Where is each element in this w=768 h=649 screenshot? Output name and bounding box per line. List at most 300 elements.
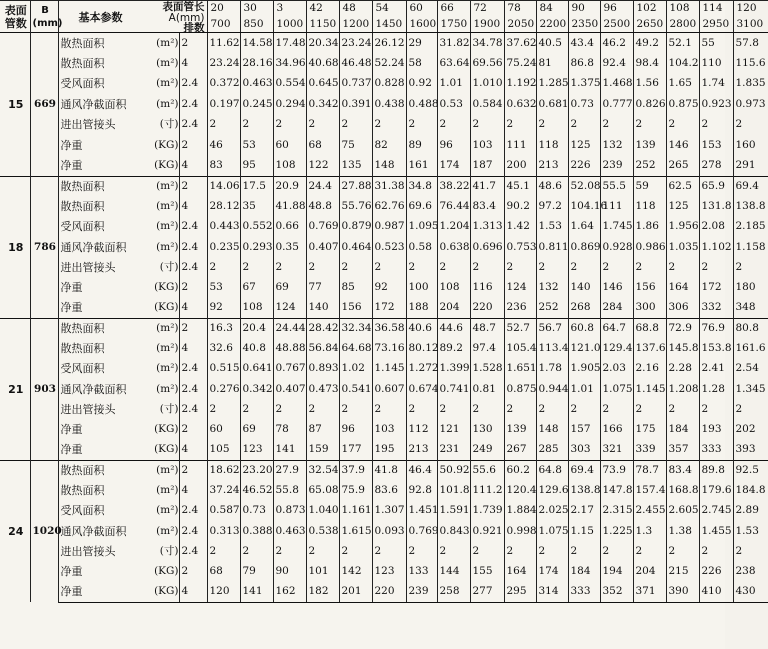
- value-cell: 64.68: [339, 338, 372, 358]
- value-cell: 34.78: [470, 33, 504, 54]
- table-row: [0, 298, 768, 318]
- header-a-value-14: 108: [666, 1, 699, 17]
- value-cell: 166: [600, 420, 633, 440]
- row-count: 2: [179, 318, 207, 338]
- value-cell: 1.399: [437, 359, 470, 379]
- value-cell: 140: [306, 298, 339, 318]
- value-cell: 2.08: [699, 217, 733, 237]
- value-cell: 72.9: [666, 318, 699, 338]
- value-cell: 0.641: [240, 359, 273, 379]
- value-cell: 0.681: [536, 94, 568, 115]
- value-cell: 2.315: [600, 501, 633, 521]
- value-cell: 0.245: [240, 94, 273, 115]
- value-cell: 2: [273, 399, 306, 419]
- value-cell: 64.7: [600, 318, 633, 338]
- param-unit: (寸): [159, 402, 179, 415]
- value-cell: 2: [568, 541, 600, 561]
- value-cell: 393: [733, 440, 768, 460]
- param-unit: (m²): [156, 199, 179, 212]
- value-cell: 339: [633, 440, 666, 460]
- value-cell: 2: [666, 257, 699, 277]
- value-cell: 162: [273, 582, 306, 602]
- value-cell: 284: [600, 298, 633, 318]
- param-unit: (m²): [156, 240, 179, 253]
- param-unit: (寸): [159, 118, 179, 131]
- value-cell: 1.01: [437, 74, 470, 95]
- value-cell: 182: [306, 582, 339, 602]
- value-cell: 86.8: [568, 53, 600, 74]
- value-cell: 0.093: [372, 521, 406, 541]
- param-name: 受风面积: [60, 77, 105, 91]
- value-cell: 23.20: [240, 460, 273, 480]
- value-cell: 0.407: [306, 237, 339, 257]
- value-cell: 34.96: [273, 53, 306, 74]
- header-a-value-10: 84: [536, 1, 568, 17]
- value-cell: 103: [372, 420, 406, 440]
- value-cell: 2: [207, 399, 240, 419]
- value-cell: 57.8: [733, 33, 768, 54]
- value-cell: 44.6: [437, 318, 470, 338]
- value-cell: 145.8: [666, 338, 699, 358]
- value-cell: 147.8: [600, 480, 633, 500]
- value-cell: 168.8: [666, 480, 699, 500]
- table-row: [0, 480, 768, 500]
- table-row: [0, 562, 768, 582]
- value-cell: 28.16: [240, 53, 273, 74]
- value-cell: 267: [504, 440, 536, 460]
- value-cell: 1.272: [406, 359, 437, 379]
- value-cell: 1.145: [633, 379, 666, 399]
- value-cell: 0.811: [536, 237, 568, 257]
- value-cell: 0.928: [600, 237, 633, 257]
- value-cell: 1.615: [339, 521, 372, 541]
- value-cell: 2: [372, 541, 406, 561]
- table-row: [0, 94, 768, 115]
- value-cell: 2: [306, 399, 339, 419]
- value-cell: 118: [536, 135, 568, 156]
- value-cell: 1.956: [666, 217, 699, 237]
- table-row: [0, 33, 768, 54]
- header-a-value-6: 60: [406, 1, 437, 17]
- value-cell: 59: [633, 176, 666, 196]
- table-row: [0, 156, 768, 177]
- group-b-width: 786: [30, 176, 58, 318]
- value-cell: 357: [666, 440, 699, 460]
- value-cell: 0.998: [504, 521, 536, 541]
- header-a-value-1: 30: [240, 1, 273, 17]
- value-cell: 83.4: [470, 196, 504, 216]
- value-cell: 1.095: [406, 217, 437, 237]
- param-unit: (m²): [156, 362, 179, 375]
- value-cell: 1.204: [437, 217, 470, 237]
- value-cell: 0.587: [207, 501, 240, 521]
- value-cell: 410: [699, 582, 733, 602]
- value-cell: 16.3: [207, 318, 240, 338]
- value-cell: 118: [633, 196, 666, 216]
- value-cell: 123: [372, 562, 406, 582]
- param-name: 净重: [60, 159, 83, 172]
- value-cell: 2: [339, 399, 372, 419]
- value-cell: 2: [733, 257, 768, 277]
- value-cell: 0.58: [406, 237, 437, 257]
- value-cell: 89.8: [699, 460, 733, 480]
- value-cell: 333: [699, 440, 733, 460]
- header-mm-value-10: 2200: [536, 16, 568, 33]
- value-cell: 1.28: [699, 379, 733, 399]
- value-cell: 1.035: [666, 237, 699, 257]
- param-name: 净重: [60, 423, 83, 437]
- value-cell: 63.64: [437, 53, 470, 74]
- value-cell: 82: [372, 135, 406, 156]
- value-cell: 52.08: [568, 176, 600, 196]
- value-cell: 1.38: [666, 521, 699, 541]
- row-count: 2: [179, 33, 207, 54]
- value-cell: 2: [666, 399, 699, 419]
- header-a-value-7: 66: [437, 1, 470, 17]
- value-cell: 139: [633, 135, 666, 156]
- value-cell: 2: [733, 115, 768, 136]
- value-cell: 2: [372, 257, 406, 277]
- row-count: 2.4: [179, 379, 207, 399]
- value-cell: 1.739: [470, 501, 504, 521]
- value-cell: 137.6: [633, 338, 666, 358]
- param-unit: (KG): [154, 443, 179, 456]
- value-cell: 0.696: [470, 237, 504, 257]
- table-row: [0, 74, 768, 95]
- value-cell: 2: [339, 257, 372, 277]
- value-cell: 0.313: [207, 521, 240, 541]
- value-cell: 2.455: [633, 501, 666, 521]
- value-cell: 0.463: [273, 521, 306, 541]
- value-cell: 83.4: [666, 460, 699, 480]
- table-row: [0, 541, 768, 561]
- value-cell: 112: [406, 420, 437, 440]
- value-cell: 0.235: [207, 237, 240, 257]
- value-cell: 300: [633, 298, 666, 318]
- table-row: [0, 53, 768, 74]
- value-cell: 110: [699, 53, 733, 74]
- value-cell: 55.8: [273, 480, 306, 500]
- param-unit: (m²): [150, 318, 179, 338]
- value-cell: 55.76: [339, 196, 372, 216]
- value-cell: 0.66: [273, 217, 306, 237]
- header-a-value-16: 120: [733, 1, 768, 17]
- value-cell: 23.24: [207, 53, 240, 74]
- row-count: 4: [179, 298, 207, 318]
- value-cell: 55: [699, 33, 733, 54]
- value-cell: 1.285: [536, 74, 568, 95]
- value-cell: 159: [306, 440, 339, 460]
- value-cell: 0.293: [240, 237, 273, 257]
- value-cell: 35: [240, 196, 273, 216]
- value-cell: 2: [306, 115, 339, 136]
- param-name: 散热面积: [60, 56, 105, 70]
- value-cell: 17.48: [273, 33, 306, 54]
- row-count: 2.4: [179, 217, 207, 237]
- value-cell: 144: [437, 562, 470, 582]
- b-header-line2: (mm): [32, 17, 63, 29]
- value-cell: 2: [699, 541, 733, 561]
- param-unit: (m²): [156, 220, 179, 233]
- value-cell: 1.307: [372, 501, 406, 521]
- value-cell: 46.48: [339, 53, 372, 74]
- header-a-value-15: 114: [699, 1, 733, 17]
- value-cell: 48.6: [536, 176, 568, 196]
- param-name: 通风净截面积: [60, 524, 127, 538]
- value-cell: 2: [437, 399, 470, 419]
- value-cell: 2: [504, 257, 536, 277]
- value-cell: 2: [504, 115, 536, 136]
- value-cell: 0.552: [240, 217, 273, 237]
- group-tubes: 21: [0, 318, 30, 460]
- value-cell: 52.7: [504, 318, 536, 338]
- param-name: 通风净截面积: [60, 97, 127, 111]
- value-cell: 2: [406, 541, 437, 561]
- value-cell: 69.56: [470, 53, 504, 74]
- value-cell: 129.6: [536, 480, 568, 500]
- param-unit: (m²): [150, 176, 179, 196]
- value-cell: 0.828: [372, 74, 406, 95]
- value-cell: 67: [240, 277, 273, 297]
- value-cell: 0.342: [306, 94, 339, 115]
- value-cell: 53: [240, 135, 273, 156]
- value-cell: 101.8: [437, 480, 470, 500]
- value-cell: 73.16: [372, 338, 406, 358]
- table-row: [0, 521, 768, 541]
- value-cell: 2: [240, 257, 273, 277]
- value-cell: 138.8: [568, 480, 600, 500]
- value-cell: 98.4: [633, 53, 666, 74]
- value-cell: 2: [568, 115, 600, 136]
- tube-rows-header: [0, 1, 30, 33]
- value-cell: 220: [470, 298, 504, 318]
- value-cell: 0.769: [406, 521, 437, 541]
- row-count: 2.4: [179, 399, 207, 419]
- value-cell: 1.651: [504, 359, 536, 379]
- row-count: 2: [179, 277, 207, 297]
- table-row: [0, 277, 768, 297]
- value-cell: 139: [504, 420, 536, 440]
- value-cell: 239: [406, 582, 437, 602]
- param-name: 受风面积: [60, 504, 105, 518]
- value-cell: 390: [666, 582, 699, 602]
- value-cell: 184: [666, 420, 699, 440]
- table-row: [0, 582, 768, 602]
- value-cell: 348: [733, 298, 768, 318]
- value-cell: 278: [699, 156, 733, 177]
- value-cell: 111: [504, 135, 536, 156]
- value-cell: 2: [207, 115, 240, 136]
- value-cell: 0.767: [273, 359, 306, 379]
- value-cell: 76.44: [437, 196, 470, 216]
- param-unit: (m²): [156, 77, 179, 90]
- value-cell: 2: [207, 257, 240, 277]
- value-cell: 108: [437, 277, 470, 297]
- header-mm-value-0: 700: [207, 16, 240, 33]
- header-mm-value-11: 2350: [568, 16, 600, 33]
- value-cell: 97.2: [536, 196, 568, 216]
- param-name: 通风净截面积: [60, 382, 127, 396]
- value-cell: 96: [437, 135, 470, 156]
- group-tubes: 18: [0, 176, 30, 318]
- value-cell: 141: [273, 440, 306, 460]
- value-cell: 174: [437, 156, 470, 177]
- value-cell: 2.54: [733, 359, 768, 379]
- value-cell: 105.4: [504, 338, 536, 358]
- value-cell: 2: [733, 399, 768, 419]
- value-cell: 65.9: [699, 176, 733, 196]
- value-cell: 161: [406, 156, 437, 177]
- value-cell: 226: [699, 562, 733, 582]
- value-cell: 135: [339, 156, 372, 177]
- value-cell: 2: [568, 399, 600, 419]
- value-cell: 0.81: [470, 379, 504, 399]
- value-cell: 55.6: [470, 460, 504, 480]
- value-cell: 1.53: [733, 521, 768, 541]
- value-cell: 113.4: [536, 338, 568, 358]
- value-cell: 65.08: [306, 480, 339, 500]
- value-cell: 2: [568, 257, 600, 277]
- value-cell: 0.488: [406, 94, 437, 115]
- value-cell: 58: [406, 53, 437, 74]
- value-cell: 174: [536, 562, 568, 582]
- row-count: 2.4: [179, 94, 207, 115]
- b-header: [30, 1, 63, 33]
- value-cell: 83.6: [372, 480, 406, 500]
- param-name: 进出管接头: [60, 544, 116, 558]
- value-cell: 1.225: [600, 521, 633, 541]
- value-cell: 0.875: [666, 94, 699, 115]
- value-cell: 125: [568, 135, 600, 156]
- value-cell: 2: [372, 399, 406, 419]
- param-unit: (寸): [159, 544, 179, 557]
- value-cell: 1.528: [470, 359, 504, 379]
- param-unit: (KG): [154, 565, 179, 578]
- row-count: 2.4: [179, 115, 207, 136]
- param-name: 散热面积: [58, 460, 150, 480]
- value-cell: 1.65: [666, 74, 699, 95]
- value-cell: 32.34: [339, 318, 372, 338]
- value-cell: 0.645: [306, 74, 339, 95]
- value-cell: 156: [339, 298, 372, 318]
- value-cell: 123: [240, 440, 273, 460]
- value-cell: 77: [306, 277, 339, 297]
- param-name: 净重: [60, 138, 83, 152]
- value-cell: 1.345: [733, 379, 768, 399]
- value-cell: 295: [504, 582, 536, 602]
- value-cell: 0.875: [504, 379, 536, 399]
- header-a-value-8: 72: [470, 1, 504, 17]
- value-cell: 60.2: [504, 460, 536, 480]
- value-cell: 75: [339, 135, 372, 156]
- value-cell: 69.6: [406, 196, 437, 216]
- value-cell: 2: [733, 541, 768, 561]
- value-cell: 0.987: [372, 217, 406, 237]
- value-cell: 37.62: [504, 33, 536, 54]
- value-cell: 48.88: [273, 338, 306, 358]
- group-tubes: 24: [0, 460, 30, 602]
- value-cell: 231: [437, 440, 470, 460]
- value-cell: 1.01: [568, 379, 600, 399]
- value-cell: 1.905: [568, 359, 600, 379]
- row-count: 2.4: [179, 237, 207, 257]
- value-cell: 2: [470, 541, 504, 561]
- value-cell: 69.4: [733, 176, 768, 196]
- value-cell: 53: [207, 277, 240, 297]
- value-cell: 31.82: [437, 33, 470, 54]
- value-cell: 1.075: [600, 379, 633, 399]
- value-cell: 0.294: [273, 94, 306, 115]
- value-cell: 78: [273, 420, 306, 440]
- value-cell: 83: [207, 156, 240, 177]
- row-count: 2: [179, 176, 207, 196]
- value-cell: 1.78: [536, 359, 568, 379]
- value-cell: 140: [568, 277, 600, 297]
- value-cell: 37.24: [207, 480, 240, 500]
- row-count: 4: [179, 196, 207, 216]
- value-cell: 130: [470, 420, 504, 440]
- value-cell: 188: [406, 298, 437, 318]
- value-cell: 121.0: [568, 338, 600, 358]
- value-cell: 131.8: [699, 196, 733, 216]
- value-cell: 2: [306, 257, 339, 277]
- value-cell: 2: [339, 541, 372, 561]
- row-count: 2.4: [179, 74, 207, 95]
- value-cell: 78.7: [633, 460, 666, 480]
- value-cell: 0.73: [568, 94, 600, 115]
- value-cell: 124: [504, 277, 536, 297]
- value-cell: 28.42: [306, 318, 339, 338]
- value-cell: 97.4: [470, 338, 504, 358]
- value-cell: 2.025: [536, 501, 568, 521]
- param-name: 净重: [58, 582, 150, 602]
- value-cell: 41.7: [470, 176, 504, 196]
- value-cell: 2: [504, 399, 536, 419]
- row-count: 2.4: [179, 521, 207, 541]
- value-cell: 111: [600, 196, 633, 216]
- value-cell: 1.375: [568, 74, 600, 95]
- value-cell: 2: [536, 115, 568, 136]
- param-unit: (m²): [156, 504, 179, 517]
- value-cell: 87: [306, 420, 339, 440]
- value-cell: 92: [372, 277, 406, 297]
- value-cell: 236: [504, 298, 536, 318]
- value-cell: 40.8: [240, 338, 273, 358]
- value-cell: 2: [339, 115, 372, 136]
- value-cell: 0.473: [306, 379, 339, 399]
- value-cell: 80.12: [406, 338, 437, 358]
- value-cell: 1.835: [733, 74, 768, 95]
- value-cell: 200: [504, 156, 536, 177]
- value-cell: 26.12: [372, 33, 406, 54]
- value-cell: 2: [273, 115, 306, 136]
- value-cell: 24.44: [273, 318, 306, 338]
- group-b-width: 669: [30, 33, 58, 177]
- value-cell: 371: [633, 582, 666, 602]
- value-cell: 38.22: [437, 176, 470, 196]
- table-row: [0, 420, 768, 440]
- group-b-width: 903: [30, 318, 58, 460]
- group-tubes: 15: [0, 33, 30, 177]
- value-cell: 68: [207, 562, 240, 582]
- value-cell: 239: [600, 156, 633, 177]
- table-row: [0, 338, 768, 358]
- value-cell: 164: [504, 562, 536, 582]
- value-cell: 40.6: [406, 318, 437, 338]
- value-cell: 148: [372, 156, 406, 177]
- value-cell: 1.075: [536, 521, 568, 541]
- value-cell: 0.276: [207, 379, 240, 399]
